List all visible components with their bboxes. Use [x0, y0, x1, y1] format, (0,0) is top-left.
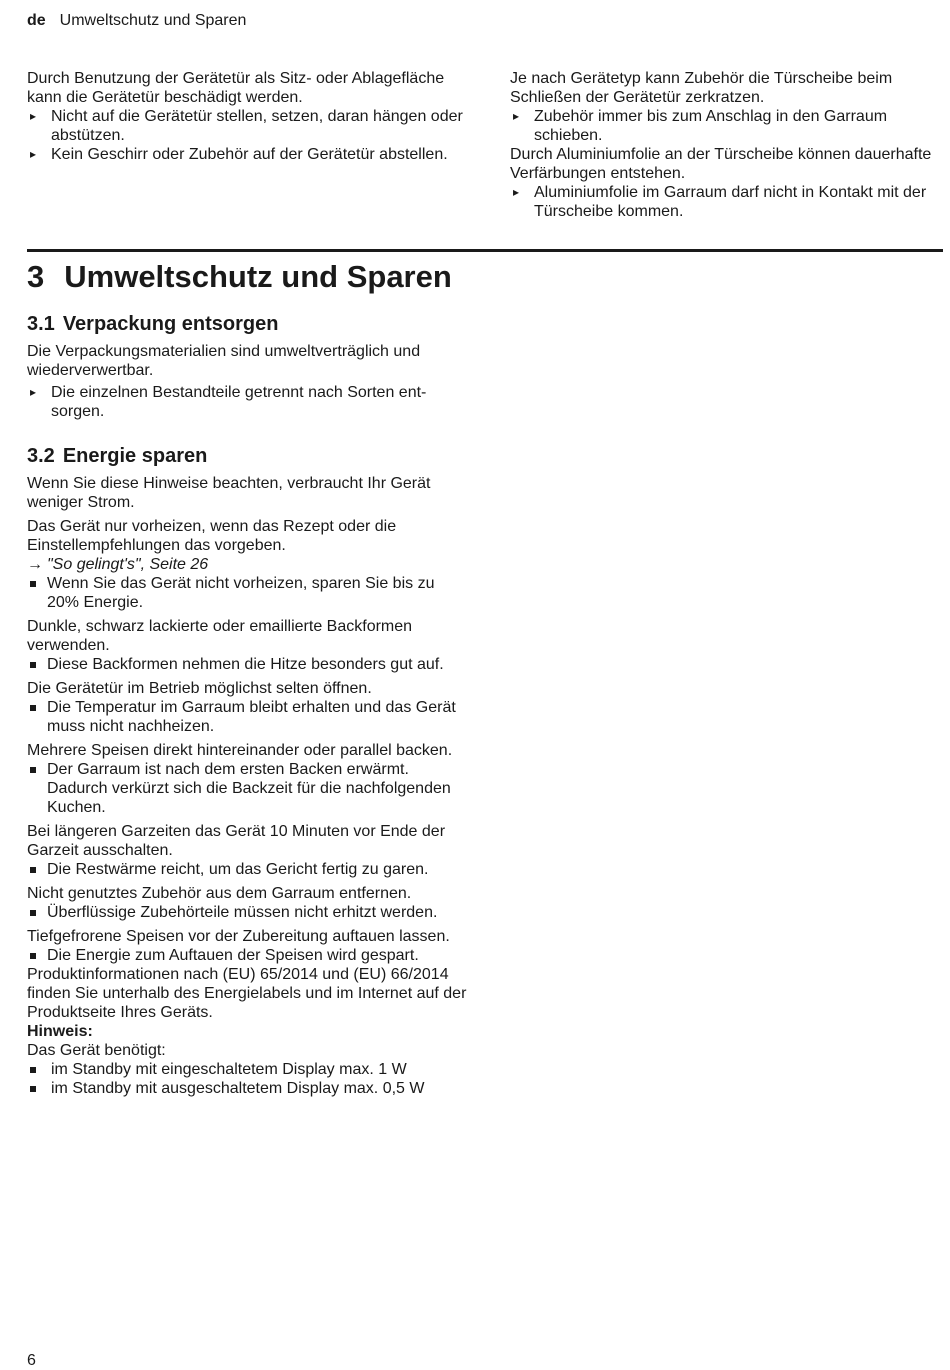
section-divider — [27, 249, 943, 252]
product-info-text: Produktinformationen nach (EU) 65/2014 und (EU) 66/2014 finden Sie unterhalb des Energielabels und im Internet auf der Produktseite Ihres Geräts. — [27, 966, 467, 1021]
energy-tip-result: Die Restwärme reicht, um das Gericht fertig zu garen. — [27, 860, 467, 879]
page-number: 6 — [27, 1352, 36, 1369]
section-heading — [27, 258, 452, 296]
standby-item: im Standby mit ausgeschaltetem Display max. 0,5 W — [27, 1079, 467, 1098]
energy-intro: Wenn Sie diese Hinweise beachten, verbraucht Ihr Gerät weniger Strom. — [27, 475, 431, 511]
door-warning-right — [510, 69, 942, 221]
cross-reference-text: "So gelingt's", Seite 26 — [47, 556, 209, 573]
energy-tip: Bei längeren Garzeiten das Gerät 10 Minuten vor Ende der Garzeit ausschalten. — [27, 823, 446, 859]
door-intro: Durch Benutzung der Gerätetür als Sitz- oder Ablagefläche kann die Gerätetür beschädigt werden. — [27, 70, 445, 106]
arrow-right-icon: → — [27, 556, 43, 573]
note-label: Hinweis: — [27, 1023, 93, 1040]
energy-tip: Nicht genutztes Zubehör aus dem Garraum entfernen. — [27, 885, 412, 902]
header-title: Umweltschutz und Sparen — [59, 12, 247, 29]
subsection-number: 3.2 — [27, 445, 55, 467]
standby-item: im Standby mit eingeschaltetem Display max. 1 W — [27, 1060, 467, 1079]
packaging-text: Die Verpackungsmaterialien sind umweltverträglich und wiederverwertbar. — [27, 343, 421, 379]
section-title: Umweltschutz und Sparen — [64, 259, 452, 294]
foil-warning: Durch Aluminiumfolie an der Türscheibe können dauerhafte Verfärbungen entstehen. — [510, 146, 932, 182]
energy-tip-result: Überflüssige Zubehörteile müssen nicht erhitzt werden. — [27, 903, 467, 922]
energy-tip-result: Die Temperatur im Garraum bleibt erhalten und das Gerät muss nicht nachheizen. — [27, 698, 467, 736]
subsection-title: Energie sparen — [62, 445, 208, 467]
section-body — [27, 312, 467, 1098]
subsection-title: Verpackung entsorgen — [62, 313, 279, 335]
scratch-action-item: ▸ Zubehör immer bis zum Anschlag in den Garraum schieben. — [510, 107, 942, 145]
section-number: 3 — [27, 259, 45, 294]
energy-tip: Mehrere Speisen direkt hintereinander oder parallel backen. — [27, 742, 453, 759]
energy-tip: Dunkle, schwarz lackierte oder emaillierte Backformen verwenden. — [27, 618, 413, 654]
cross-reference-link[interactable] — [27, 555, 467, 574]
energy-tip: Tiefgefrorene Speisen vor der Zubereitung auftauen lassen. — [27, 928, 450, 945]
language-code: de — [27, 12, 46, 29]
door-action-item: ▸ Nicht auf die Gerätetür stellen, setzen, daran hängen oder abstützen. — [27, 107, 467, 145]
foil-action-item: ▸ Aluminiumfolie im Garraum darf nicht in Kontakt mit der Türscheibe kommen. — [510, 183, 942, 221]
energy-tip: Das Gerät nur vorheizen, wenn das Rezept oder die Einstellempfehlungen das vorgeben. — [27, 518, 397, 554]
scratch-warning: Je nach Gerätetyp kann Zubehör die Türscheibe beim Schließen der Gerätetür zerkratzen. — [510, 70, 893, 106]
packaging-action-item: ▸ Die einzelnen Bestandteile getrennt nach Sorten entsorgen. — [27, 383, 467, 421]
energy-tip: Die Gerätetür im Betrieb möglichst selten öffnen. — [27, 680, 372, 697]
door-action-item: ▸ Kein Geschirr oder Zubehör auf der Gerätetür abstellen. — [27, 145, 467, 164]
subsection-number: 3.1 — [27, 313, 55, 335]
note-text: Das Gerät benötigt: — [27, 1042, 166, 1059]
subsection-heading-3-1 — [27, 312, 467, 336]
energy-tip-result: Der Garraum ist nach dem ersten Backen erwärmt. Dadurch verkürzt sich die Backzeit für die nachfolgenden Kuchen. — [27, 760, 467, 817]
energy-tip-result: Die Energie zum Auftauen der Speisen wird gespart. — [27, 946, 467, 965]
page-header — [27, 11, 246, 31]
energy-tip-result: Wenn Sie das Gerät nicht vorheizen, sparen Sie bis zu 20% Energie. — [27, 574, 467, 612]
energy-tip-result: Diese Backformen nehmen die Hitze besonders gut auf. — [27, 655, 467, 674]
subsection-heading-3-2 — [27, 444, 467, 468]
door-warning-left — [27, 69, 467, 164]
